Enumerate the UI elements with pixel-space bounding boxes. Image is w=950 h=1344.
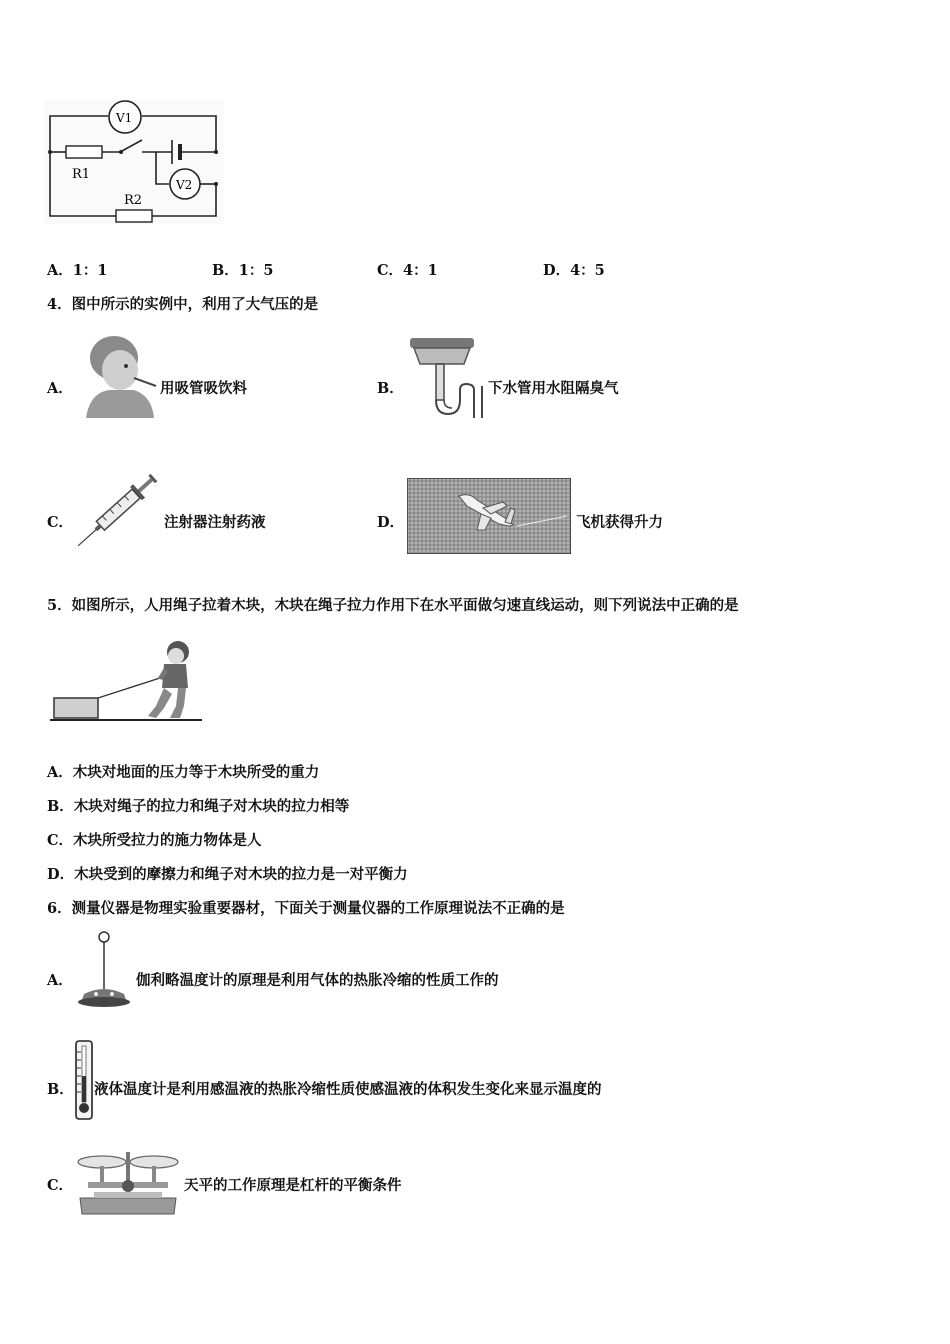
option-text: 1：5 [238, 262, 274, 279]
option-text: 木块所受拉力的施力物体是人 [73, 832, 262, 849]
option-text: 木块受到的摩擦力和绳子对木块的拉力是一对平衡力 [74, 866, 408, 883]
airplane-image [407, 478, 571, 554]
q4-option-c-letter[interactable]: C． [47, 514, 74, 531]
v2-label: V2 [176, 178, 193, 192]
q6-option-c-text[interactable]: 天平的工作原理是杠杆的平衡条件 [184, 1177, 402, 1194]
option-text: 木块对地面的压力等于木块所受的重力 [72, 764, 320, 781]
option-text: 木块对绳子的拉力和绳子对木块的拉力相等 [73, 798, 350, 815]
option-letter: A． [47, 764, 73, 781]
q5-stem: 5．如图所示，人用绳子拉着木块，木块在绳子拉力作用下在水平面做匀速直线运动，则下列说法中正确的是 [47, 597, 739, 614]
q3-option-b[interactable] [212, 262, 273, 280]
option-text: 1：1 [72, 262, 108, 279]
q4-option-a-letter[interactable]: A． [47, 380, 73, 397]
q4-option-b-text[interactable]: 下水管用水阻隔臭气 [488, 380, 619, 397]
q5-option-c[interactable] [47, 832, 262, 850]
q4-option-a-text[interactable]: 用吸管吸饮料 [160, 380, 247, 397]
r2-label: R2 [124, 193, 143, 208]
galileo-thermometer-image [74, 930, 134, 1010]
q6-option-b-letter[interactable]: B． [47, 1081, 74, 1098]
option-letter: B． [47, 798, 74, 815]
q5-option-d[interactable] [47, 866, 408, 884]
option-text: 4：5 [570, 262, 605, 279]
q4-option-d-letter[interactable]: D． [377, 514, 405, 531]
q6-option-c-letter[interactable]: C． [47, 1177, 74, 1194]
option-text: 4：1 [403, 262, 438, 279]
sink-drain-image [406, 334, 486, 418]
boy-pulling-block-image [48, 636, 204, 726]
option-letter: A． [47, 262, 73, 279]
q4-option-d-text[interactable]: 飞机获得升力 [576, 514, 663, 531]
r1-label: R1 [72, 167, 91, 182]
q6-option-a-text[interactable]: 伽利略温度计的原理是利用气体的热胀冷缩的性质工作的 [136, 972, 499, 989]
q4-option-c-text[interactable]: 注射器注射药液 [164, 514, 266, 531]
option-letter: B． [212, 262, 239, 279]
q3-option-c[interactable] [377, 262, 438, 280]
q3-option-a[interactable] [47, 262, 107, 280]
q6-option-b-text[interactable]: 液体温度计是利用感温液的热胀冷缩性质使感温液的体积发生变化来显示温度的 [94, 1081, 602, 1098]
q6-option-a-letter[interactable]: A． [47, 972, 73, 989]
option-letter: C． [47, 832, 74, 849]
q4-option-b-letter[interactable]: B． [377, 380, 404, 397]
circuit-diagram [44, 100, 224, 224]
v1-label: V1 [116, 111, 133, 125]
syringe-image [76, 462, 162, 556]
q5-option-a[interactable] [47, 764, 319, 782]
q4-stem: 4．图中所示的实例中，利用了大气压的是 [47, 296, 319, 313]
child-drinking-image [76, 328, 158, 418]
balance-scale-image [74, 1146, 182, 1220]
option-letter: D． [543, 262, 571, 279]
q3-option-d[interactable] [543, 262, 605, 280]
q5-option-b[interactable] [47, 798, 349, 816]
liquid-thermometer-image [74, 1040, 94, 1120]
q6-stem: 6．测量仪器是物理实验重要器材，下面关于测量仪器的工作原理说法不正确的是 [47, 900, 565, 917]
option-letter: D． [47, 866, 75, 883]
option-letter: C． [377, 262, 404, 279]
